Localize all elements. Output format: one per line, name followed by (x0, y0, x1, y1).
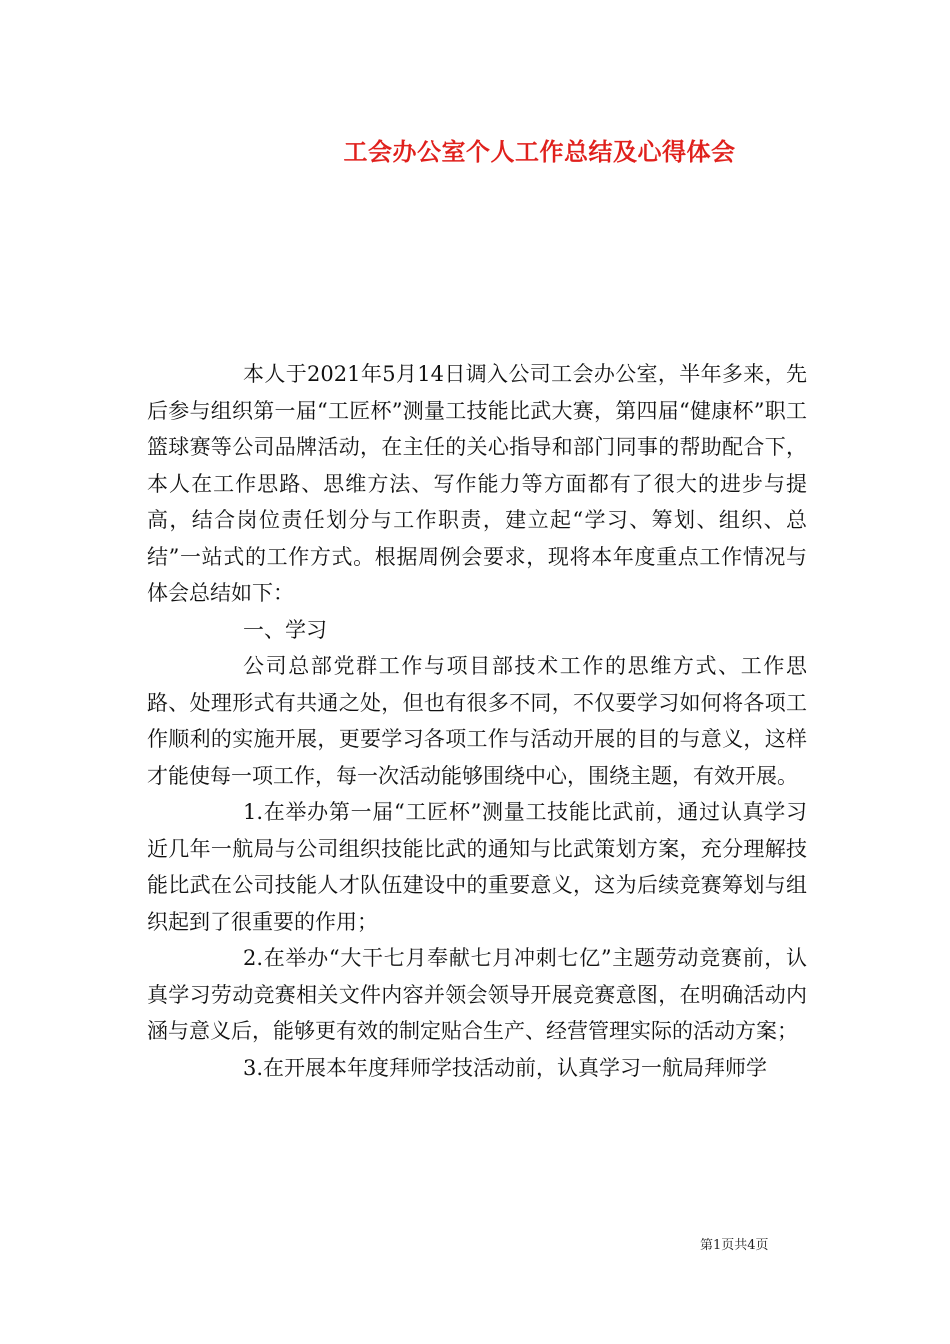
document-title: 工会办公室个人工作总结及心得体会 (343, 137, 736, 166)
list-item-3: 3.在开展本年度拜师学技活动前，认真学习一航局拜师学 (243, 1055, 768, 1080)
section-heading-study: 一、学习 (243, 617, 327, 642)
list-item-1: 1.在举办第一届“工匠杯”测量工技能比武前，通过认真学习近几年一航局与公司组织技能比武的通知与比武策划方案，充分理解技能比武在公司技能人才队伍建设中的重要意义，这为后续竞赛筹划与组织起到了很重要的作用； (147, 800, 807, 934)
page-indicator: 第1页共4页 (700, 1238, 769, 1253)
document-body (147, 356, 807, 1086)
paragraph-study-overview: 公司总部党群工作与项目部技术工作的思维方式、工作思路、处理形式有共通之处，但也有很多不同，不仅要学习如何将各项工作顺利的实施开展，更要学习各项工作与活动开展的目的与意义，这样才能使每一项工作，每一次活动能够围绕中心，围绕主题，有效开展。 (147, 654, 807, 788)
list-item-2: 2.在举办“大干七月奉献七月冲刺七亿”主题劳动竞赛前，认真学习劳动竞赛相关文件内容并领会领导开展竞赛意图，在明确活动内涵与意义后，能够更有效的制定贴合生产、经营管理实际的活动方案； (147, 946, 807, 1043)
paragraph-intro: 本人于2021年5月14日调入公司工会办公室，半年多来，先后参与组织第一届“工匠杯”测量工技能比武大赛，第四届“健康杯”职工篮球赛等公司品牌活动，在主任的关心指导和部门同事的帮助配合下，本人在工作思路、思维方法、写作能力等方面都有了很大的进步与提高，结合岗位责任划分与工作职责，建立起“学习、筹划、组织、总结”一站式的工作方式。根据周例会要求，现将本年度重点工作情况与体会总结如下： (147, 362, 807, 605)
